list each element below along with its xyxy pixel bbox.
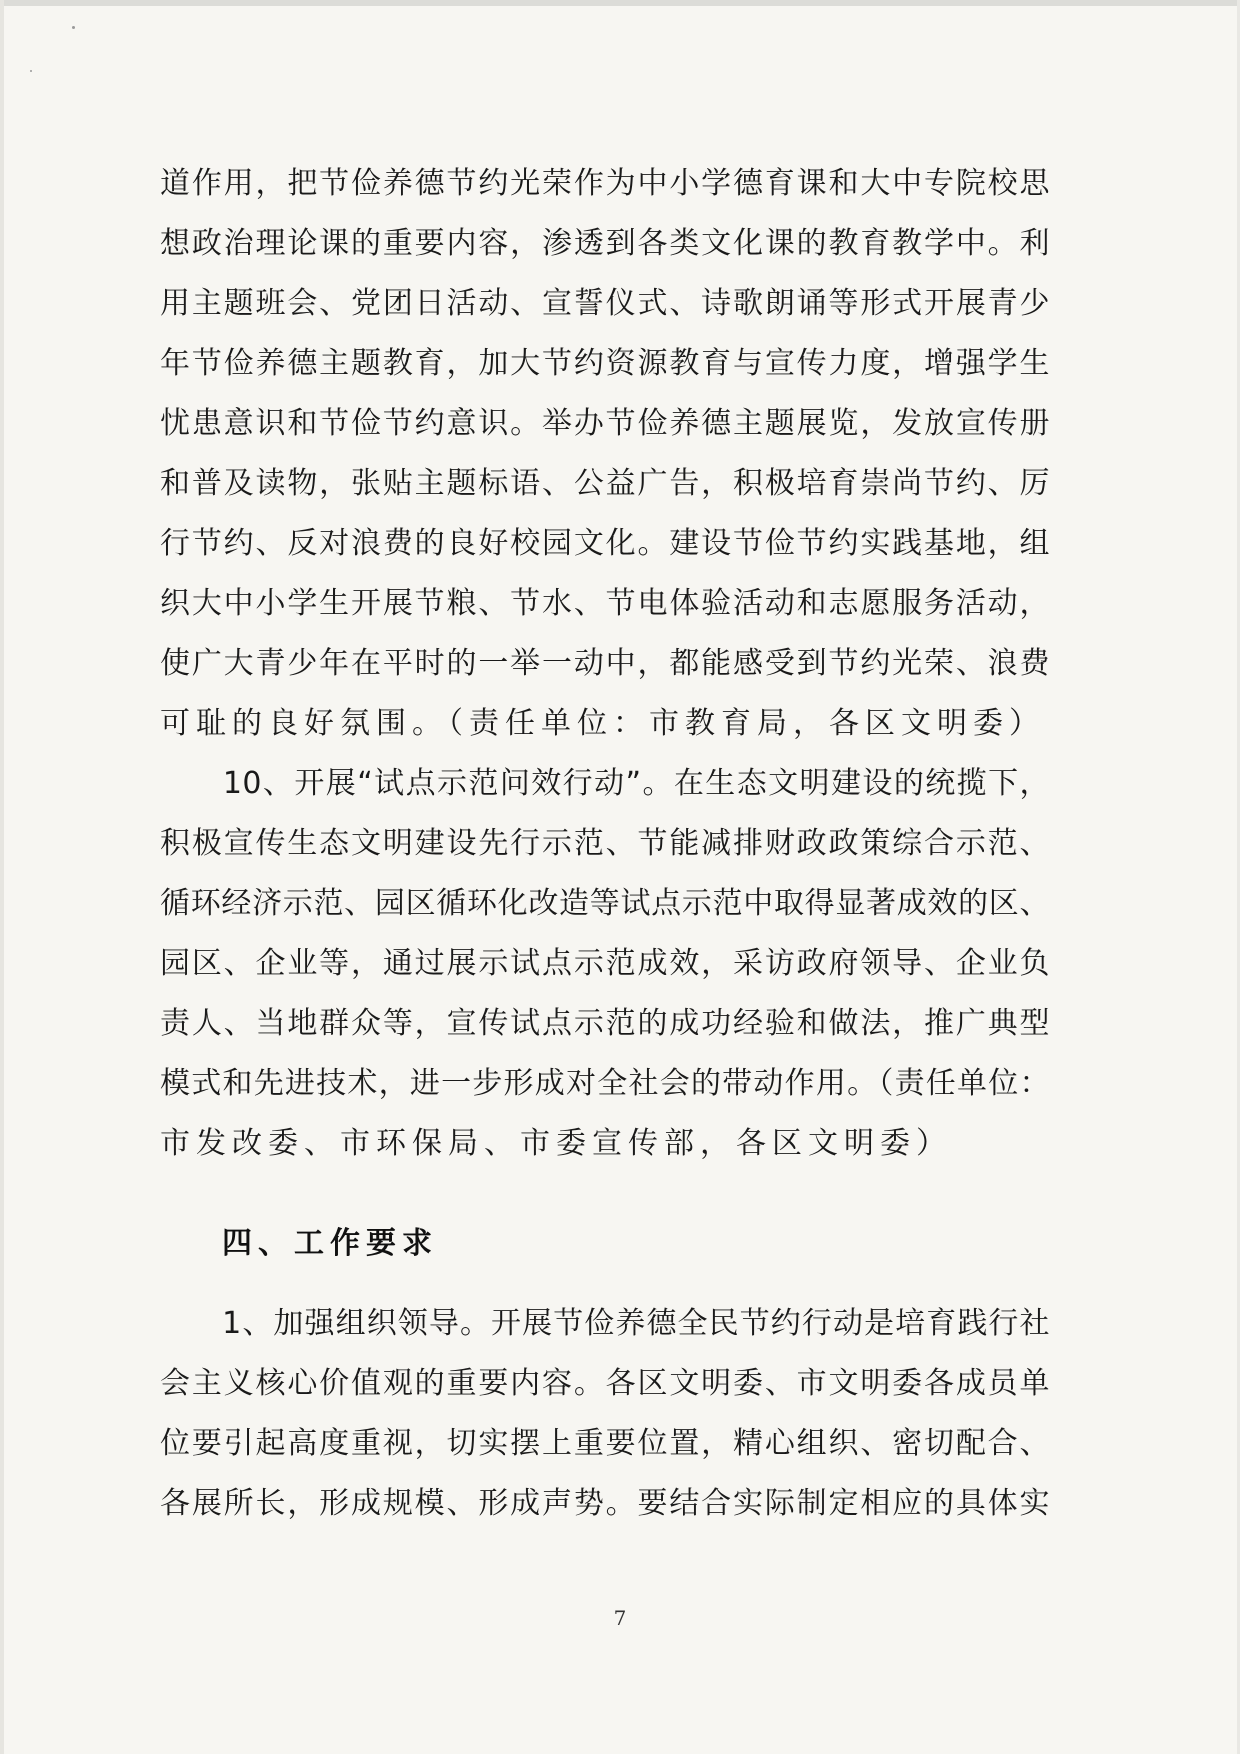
text-line: 织大中小学生开展节粮、节水、节电体验活动和志愿服务活动， bbox=[160, 586, 1050, 621]
section-heading: 四、工作要求 bbox=[222, 1226, 438, 1261]
text-line: 可耻的良好氛围。（责任单位：市教育局，各区文明委） bbox=[160, 706, 1045, 741]
text-line: 道作用，把节俭养德节约光荣作为中小学德育课和大中专院校思 bbox=[160, 166, 1050, 201]
text-line: 用主题班会、党团日活动、宣誓仪式、诗歌朗诵等形式开展青少 bbox=[160, 286, 1050, 321]
text-line: 想政治理论课的重要内容，渗透到各类文化课的教育教学中。利 bbox=[160, 226, 1050, 261]
text-line: 1、加强组织领导。开展节俭养德全民节约行动是培育践行社 bbox=[160, 1306, 1050, 1341]
scan-edge-top bbox=[0, 0, 1240, 6]
text-line: 位要引起高度重视，切实摆上重要位置，精心组织、密切配合、 bbox=[160, 1426, 1050, 1461]
scan-edge-left bbox=[0, 0, 4, 1754]
text-line: 积极宣传生态文明建设先行示范、节能减排财政政策综合示范、 bbox=[160, 826, 1050, 861]
text-line: 市发改委、市环保局、市委宣传部，各区文明委） bbox=[160, 1126, 952, 1161]
text-line: 使广大青少年在平时的一举一动中，都能感受到节约光荣、浪费 bbox=[160, 646, 1050, 681]
text-line: 会主义核心价值观的重要内容。各区文明委、市文明委各成员单 bbox=[160, 1366, 1050, 1401]
text-line: 循环经济示范、园区循环化改造等试点示范中取得显著成效的区、 bbox=[160, 886, 1050, 921]
text-line: 园区、企业等，通过展示试点示范成效，采访政府领导、企业负 bbox=[160, 946, 1050, 981]
text-line: 责人、当地群众等，宣传试点示范的成功经验和做法，推广典型 bbox=[160, 1006, 1050, 1041]
text-line: 年节俭养德主题教育，加大节约资源教育与宣传力度，增强学生 bbox=[160, 346, 1050, 381]
scan-speck bbox=[30, 70, 32, 72]
text-line: 忧患意识和节俭节约意识。举办节俭养德主题展览，发放宣传册 bbox=[160, 406, 1050, 441]
scan-speck bbox=[72, 26, 75, 29]
text-line: 和普及读物，张贴主题标语、公益广告，积极培育崇尚节约、厉 bbox=[160, 466, 1050, 501]
text-line: 模式和先进技术，进一步形成对全社会的带动作用。（责任单位： bbox=[160, 1066, 1050, 1101]
text-line: 行节约、反对浪费的良好校园文化。建设节俭节约实践基地，组 bbox=[160, 526, 1050, 561]
page-number: 7 bbox=[613, 1606, 627, 1630]
text-line: 各展所长，形成规模、形成声势。要结合实际制定相应的具体实 bbox=[160, 1486, 1050, 1521]
text-line: 10、开展“试点示范问效行动”。在生态文明建设的统揽下， bbox=[160, 766, 1050, 801]
